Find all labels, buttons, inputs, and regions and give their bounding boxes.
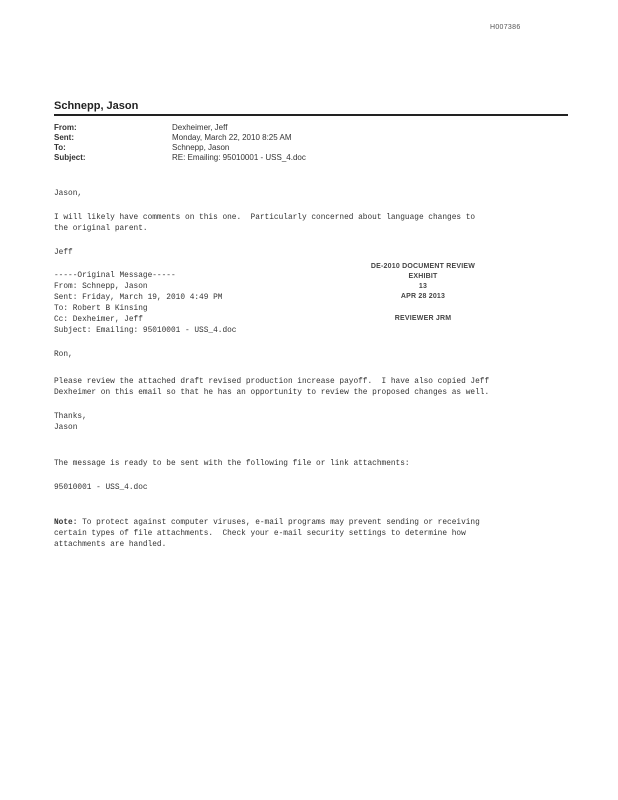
original-to: To: Robert B Kinsing [54,305,148,313]
header-from-value: Dexheimer, Jeff [172,123,228,132]
body-paragraph-2-line-2: Dexheimer on this email so that he has an opportunity to review the proposed changes as well. [54,389,490,397]
review-stamp [362,262,484,324]
original-subject: Subject: Emailing: 95010001 - USS_4.doc [54,327,237,335]
header-sent-row [54,133,306,143]
note-text-1: To protect against computer viruses, e-mail programs may prevent sending or receiving [77,519,480,527]
note-label: Note: [54,519,78,527]
header-subject-row [54,153,306,163]
stamp-line-3: 13 [418,283,428,290]
header-to-row [54,143,306,153]
header-to-value: Schnepp, Jason [172,143,230,152]
sender-name: Jason [54,424,78,432]
original-cc: Cc: Dexheimer, Jeff [54,316,143,324]
header-sent-value: Monday, March 22, 2010 8:25 AM [172,133,292,142]
attachment-intro: The message is ready to be sent with the following file or link attachments: [54,460,410,468]
body-paragraph-1-line-1: I will likely have comments on this one. Particularly concerned about language changes to [54,214,476,222]
attachment-filename: 95010001 - USS_4.doc [54,484,148,492]
note-line-2: certain types of file attachments. Check your e-mail security settings to determine how [54,530,466,538]
stamp-line-5: REVIEWER JRM [394,315,452,322]
body-paragraph-2-line-1: Please review the attached draft revised production increase payoff. I have also copied Jeff [54,378,490,386]
original-from: From: Schnepp, Jason [54,283,148,291]
email-header [54,123,306,163]
greeting: Jason, [54,190,83,198]
greeting-2: Ron, [54,351,73,359]
original-sent: Sent: Friday, March 19, 2010 4:49 PM [54,294,223,302]
header-rule [54,114,568,116]
header-from-row [54,123,306,133]
note-line-3: attachments are handled. [54,541,167,549]
original-message-marker: -----Original Message----- [54,272,176,280]
bates-number: H007386 [490,24,521,31]
sender-title: Schnepp, Jason [54,100,139,112]
note-line-1 [54,518,480,529]
thanks: Thanks, [54,413,87,421]
header-from-label: From: [54,123,77,132]
header-to-label: To: [54,143,66,152]
body-paragraph-1-line-2: the original parent. [54,225,148,233]
stamp-line-2: EXHIBIT [408,273,438,280]
header-subject-label: Subject: [54,153,86,162]
stamp-line-4: APR 28 2013 [400,293,446,300]
stamp-line-1: DE-2010 DOCUMENT REVIEW [370,263,476,270]
header-subject-value: RE: Emailing: 95010001 - USS_4.doc [172,153,306,162]
header-sent-label: Sent: [54,133,74,142]
signoff: Jeff [54,249,73,257]
